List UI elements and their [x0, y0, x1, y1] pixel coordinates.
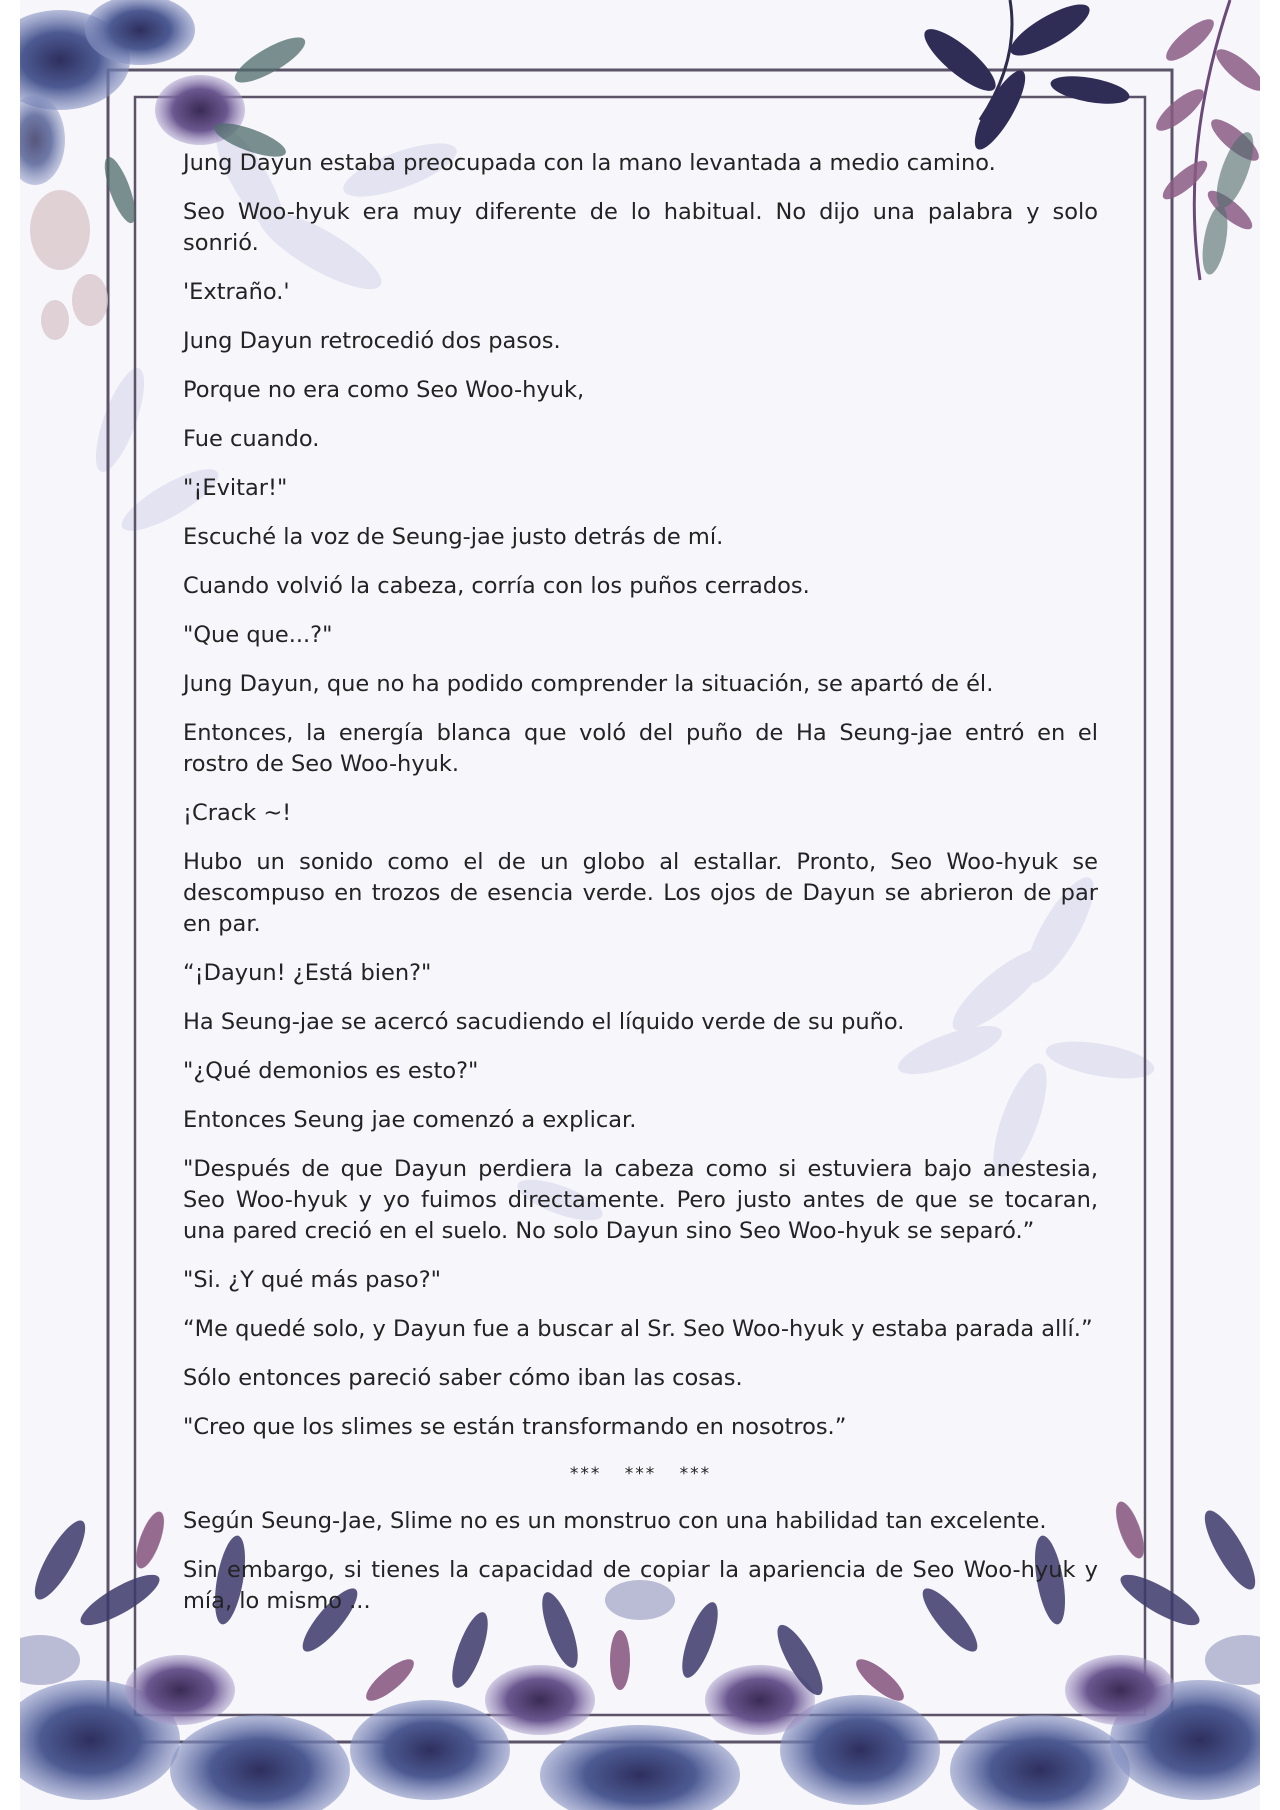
paragraph: "Creo que los slimes se están transformando en nosotros.”: [183, 1414, 847, 1440]
paragraph: “¡Dayun! ¿Está bien?": [183, 960, 432, 986]
paragraph: Jung Dayun retrocedió dos pasos.: [183, 328, 561, 354]
scene-separator: *** *** ***: [569, 1464, 712, 1484]
paragraph: Fue cuando.: [183, 426, 320, 452]
document-body: [183, 148, 1098, 1635]
paragraph: "Después de que Dayun perdiera la cabeza como si estuviera bajo anestesia, Seo Woo-hyuk y yo fuimos directamente. Pero justo antes de que se tocaran, una pared creció en el suelo. No solo Dayun sino Seo Woo-hyuk se separó.”: [183, 1156, 1098, 1244]
paragraph: Sólo entonces pareció saber cómo iban las cosas.: [183, 1365, 743, 1391]
paragraph: ¡Crack ~!: [183, 800, 292, 826]
paragraph: Porque no era como Seo Woo-hyuk,: [183, 377, 585, 403]
paragraph: Escuché la voz de Seung-jae justo detrás de mí.: [183, 524, 724, 550]
paragraph: Jung Dayun, que no ha podido comprender la situación, se apartó de él.: [183, 671, 994, 697]
page-margin-left: [0, 0, 20, 1810]
paragraph: Cuando volvió la cabeza, corría con los puños cerrados.: [183, 573, 810, 599]
paragraph: Seo Woo-hyuk era muy diferente de lo habitual. No dijo una palabra y solo sonrió.: [183, 199, 1098, 256]
paragraph: "Si. ¿Y qué más paso?": [183, 1267, 441, 1293]
paragraph: Hubo un sonido como el de un globo al estallar. Pronto, Seo Woo-hyuk se descompuso en trozos de esencia verde. Los ojos de Dayun se abrieron de par en par.: [183, 849, 1098, 937]
paragraph: "¡Evitar!": [183, 475, 288, 501]
paragraph: Ha Seung-jae se acercó sacudiendo el líquido verde de su puño.: [183, 1009, 905, 1035]
paragraph: Sin embargo, si tienes la capacidad de copiar la apariencia de Seo Woo-hyuk y mía, lo mismo ...: [183, 1557, 1098, 1614]
paragraph: "Que que...?": [183, 622, 333, 648]
paragraph: Jung Dayun estaba preocupada con la mano levantada a medio camino.: [183, 150, 996, 176]
paragraph: Entonces, la energía blanca que voló del puño de Ha Seung-jae entró en el rostro de Seo Woo-hyuk.: [183, 720, 1098, 777]
page-margin-right: [1260, 0, 1280, 1810]
paragraph: "¿Qué demonios es esto?": [183, 1058, 479, 1084]
paragraph: “Me quedé solo, y Dayun fue a buscar al Sr. Seo Woo-hyuk y estaba parada allí.”: [183, 1316, 1093, 1342]
paragraph: 'Extraño.': [183, 279, 290, 305]
paragraph: Según Seung-Jae, Slime no es un monstruo con una habilidad tan excelente.: [183, 1508, 1047, 1534]
paragraph: Entonces Seung jae comenzó a explicar.: [183, 1107, 637, 1133]
